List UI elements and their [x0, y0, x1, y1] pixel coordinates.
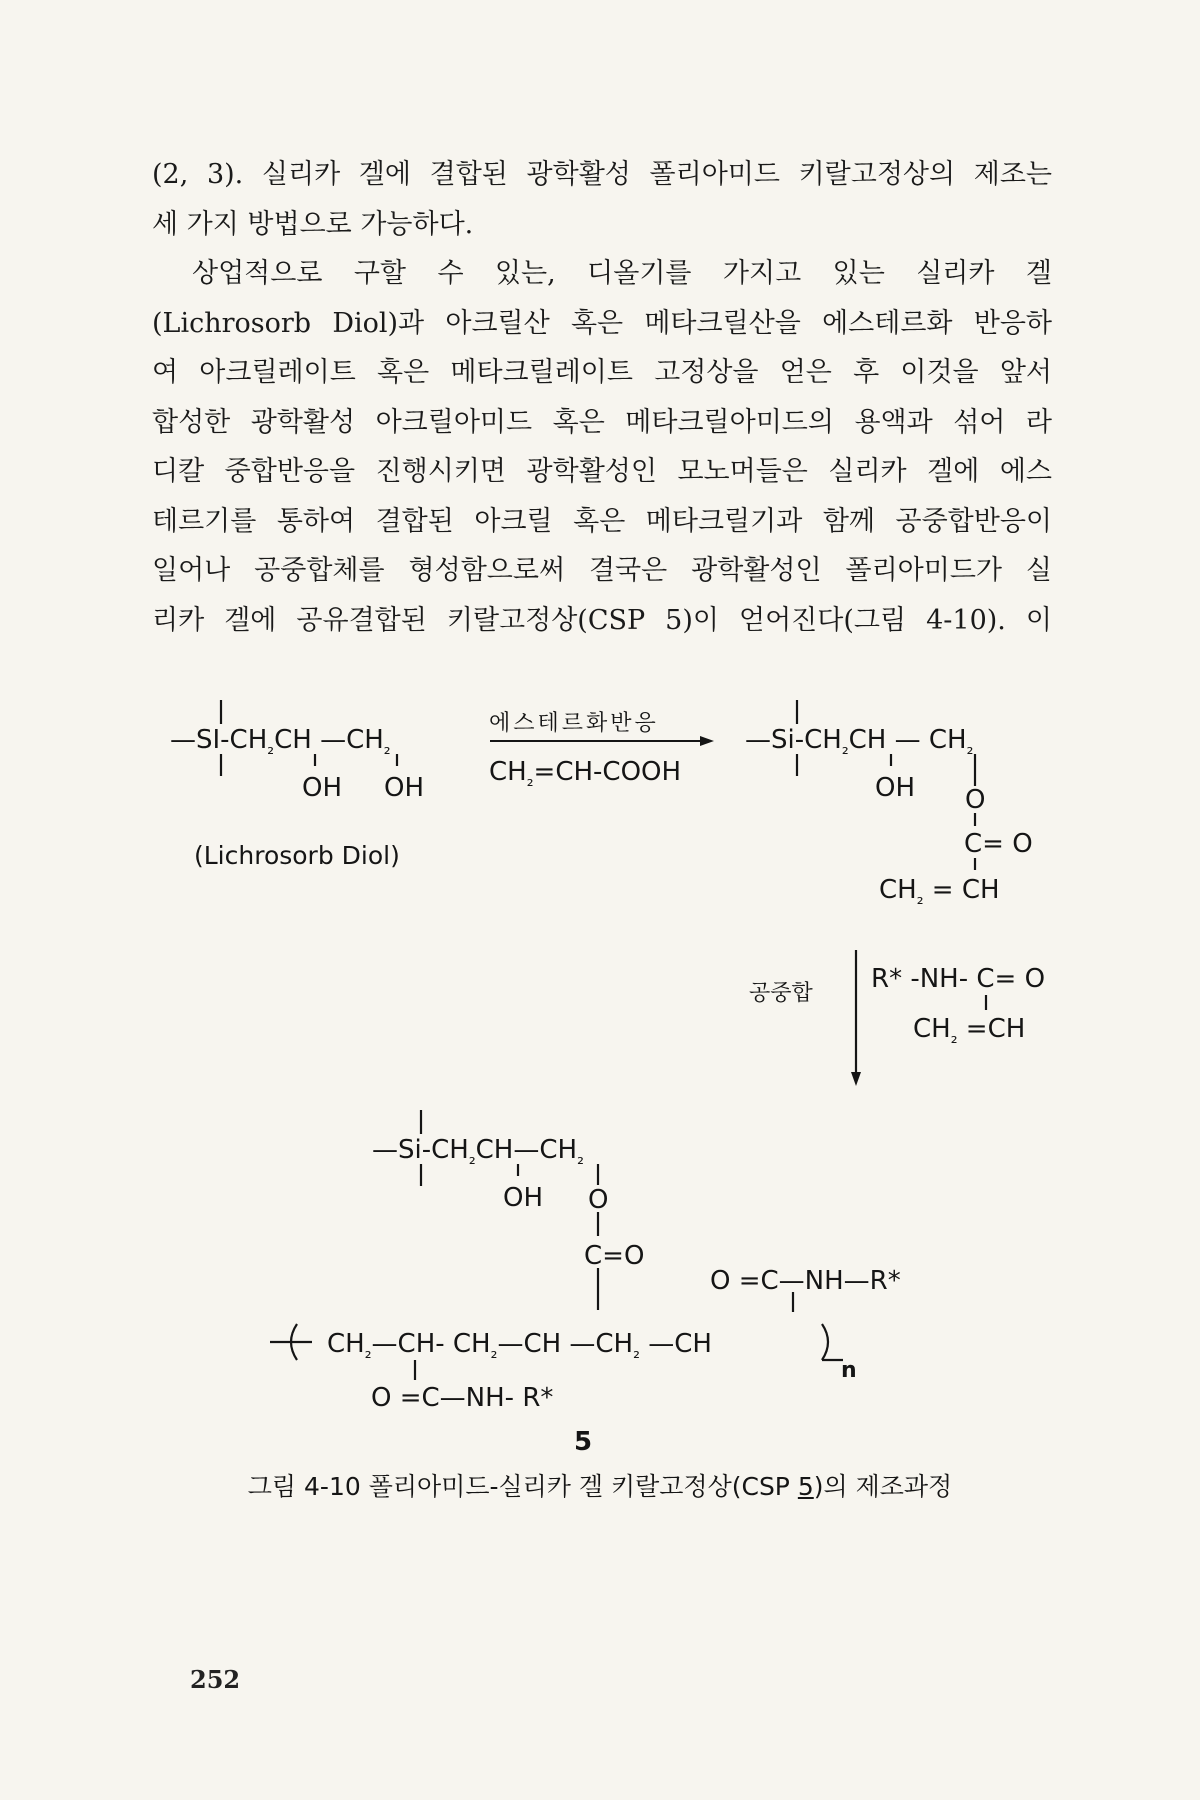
hydroxyl-group: OH [503, 1183, 544, 1213]
text-line: 리카 겔에 공유결합된 키랄고정상(CSP 5)이 얻어진다(그림 4-10). 이 [152, 604, 1052, 636]
polymer-bracket [822, 1324, 828, 1360]
caption-suffix: )의 제조과정 [813, 1472, 953, 1501]
caption-text: 그림 4-10 폴리아미드-실리카 겔 키랄고정상(CSP [247, 1472, 798, 1501]
body-paragraph [152, 150, 1052, 645]
carbonyl-group: C=O [584, 1241, 645, 1271]
ester-oxygen: O [965, 785, 986, 815]
polymer-backbone: $CH_{_2}—CH-$ $CH_{_2}—CH$ $—CH_{_2}$ —CH [327, 1329, 712, 1363]
text-line: 디칼 중합반응을 진행시키면 광학활성인 모노머들은 실리카 겔에 에스 [152, 456, 1052, 487]
caption-compound-number: 5 [797, 1472, 814, 1501]
carbonyl-group: C= O [964, 829, 1033, 859]
copolymerization-label: 공중합 [749, 981, 813, 1006]
reaction-arrowhead [700, 736, 714, 746]
text-line: 일어나 공중합체를 형성함으로써 결국은 광학활성인 폴리아미드가 실 [152, 555, 1052, 586]
text-line: (Lichrosorb Diol)과 아크릴산 혹은 메타크릴산을 에스테르화 반응하 [152, 307, 1052, 339]
text-line: 상업적으로 구할 수 있는, 디올기를 가지고 있는 실리카 겔 [192, 258, 1052, 289]
text-line: (2, 3). 실리카 겔에 결합된 광학활성 폴리아미드 키랄고정상의 제조는 [152, 159, 1052, 190]
acrylamide-monomer: R* -NH- C= O [871, 964, 1046, 994]
ester-oxygen: O [588, 1185, 609, 1215]
hydroxyl-group: OH [875, 773, 916, 803]
page-number: 252 [190, 1665, 241, 1694]
reaction-scheme-figure [0, 680, 1200, 1660]
hydroxyl-group: OH [384, 773, 425, 803]
side-chain-amide: O =C—NH—R* [710, 1266, 901, 1296]
polymerization-arrowhead [851, 1072, 861, 1086]
text-line: 여 아크릴레이트 혹은 메타크릴레이트 고정상을 얻은 후 이것을 앞서 [152, 357, 1052, 388]
vinyl-group: $CH_{_2}$ = CH [879, 875, 1000, 909]
diol-chain: $—SI-CH_{_2}CH$ $—CH_{_2}$ [170, 725, 391, 759]
text-line: 세 가지 방법으로 가능하다. [152, 208, 474, 240]
text-line: 합성한 광학활성 아크릴아미드 혹은 메타크릴아미드의 용액과 섞어 라 [152, 406, 1052, 438]
compound-number: 5 [574, 1427, 593, 1457]
acrylamide-vinyl: $CH_{_2} =CH$ [913, 1014, 1026, 1048]
text-line: 테르기를 통하여 결합된 아크릴 혹은 메타크릴기과 함께 공중합반응이 [152, 505, 1052, 537]
hydroxyl-group: OH [302, 773, 343, 803]
acrylate-chain: $—Si-CH_{_2}CH$ — $CH_{_2}$ [745, 725, 974, 759]
repeat-unit-n: n [841, 1358, 857, 1383]
product-silyl-chain: $—Si-CH_{_2}CH—CH_{_2}$ [372, 1135, 584, 1169]
backbone-amide: O =C—NH- R* [371, 1383, 554, 1413]
reaction-scheme [0, 680, 1200, 1660]
acrylic-acid-reagent: $CH_{_2}=CH$-COOH [489, 757, 682, 791]
esterification-label: 에스테르화반응 [489, 711, 659, 736]
diol-name: (Lichrosorb Diol) [194, 841, 400, 870]
figure-caption [0, 1467, 1200, 1503]
